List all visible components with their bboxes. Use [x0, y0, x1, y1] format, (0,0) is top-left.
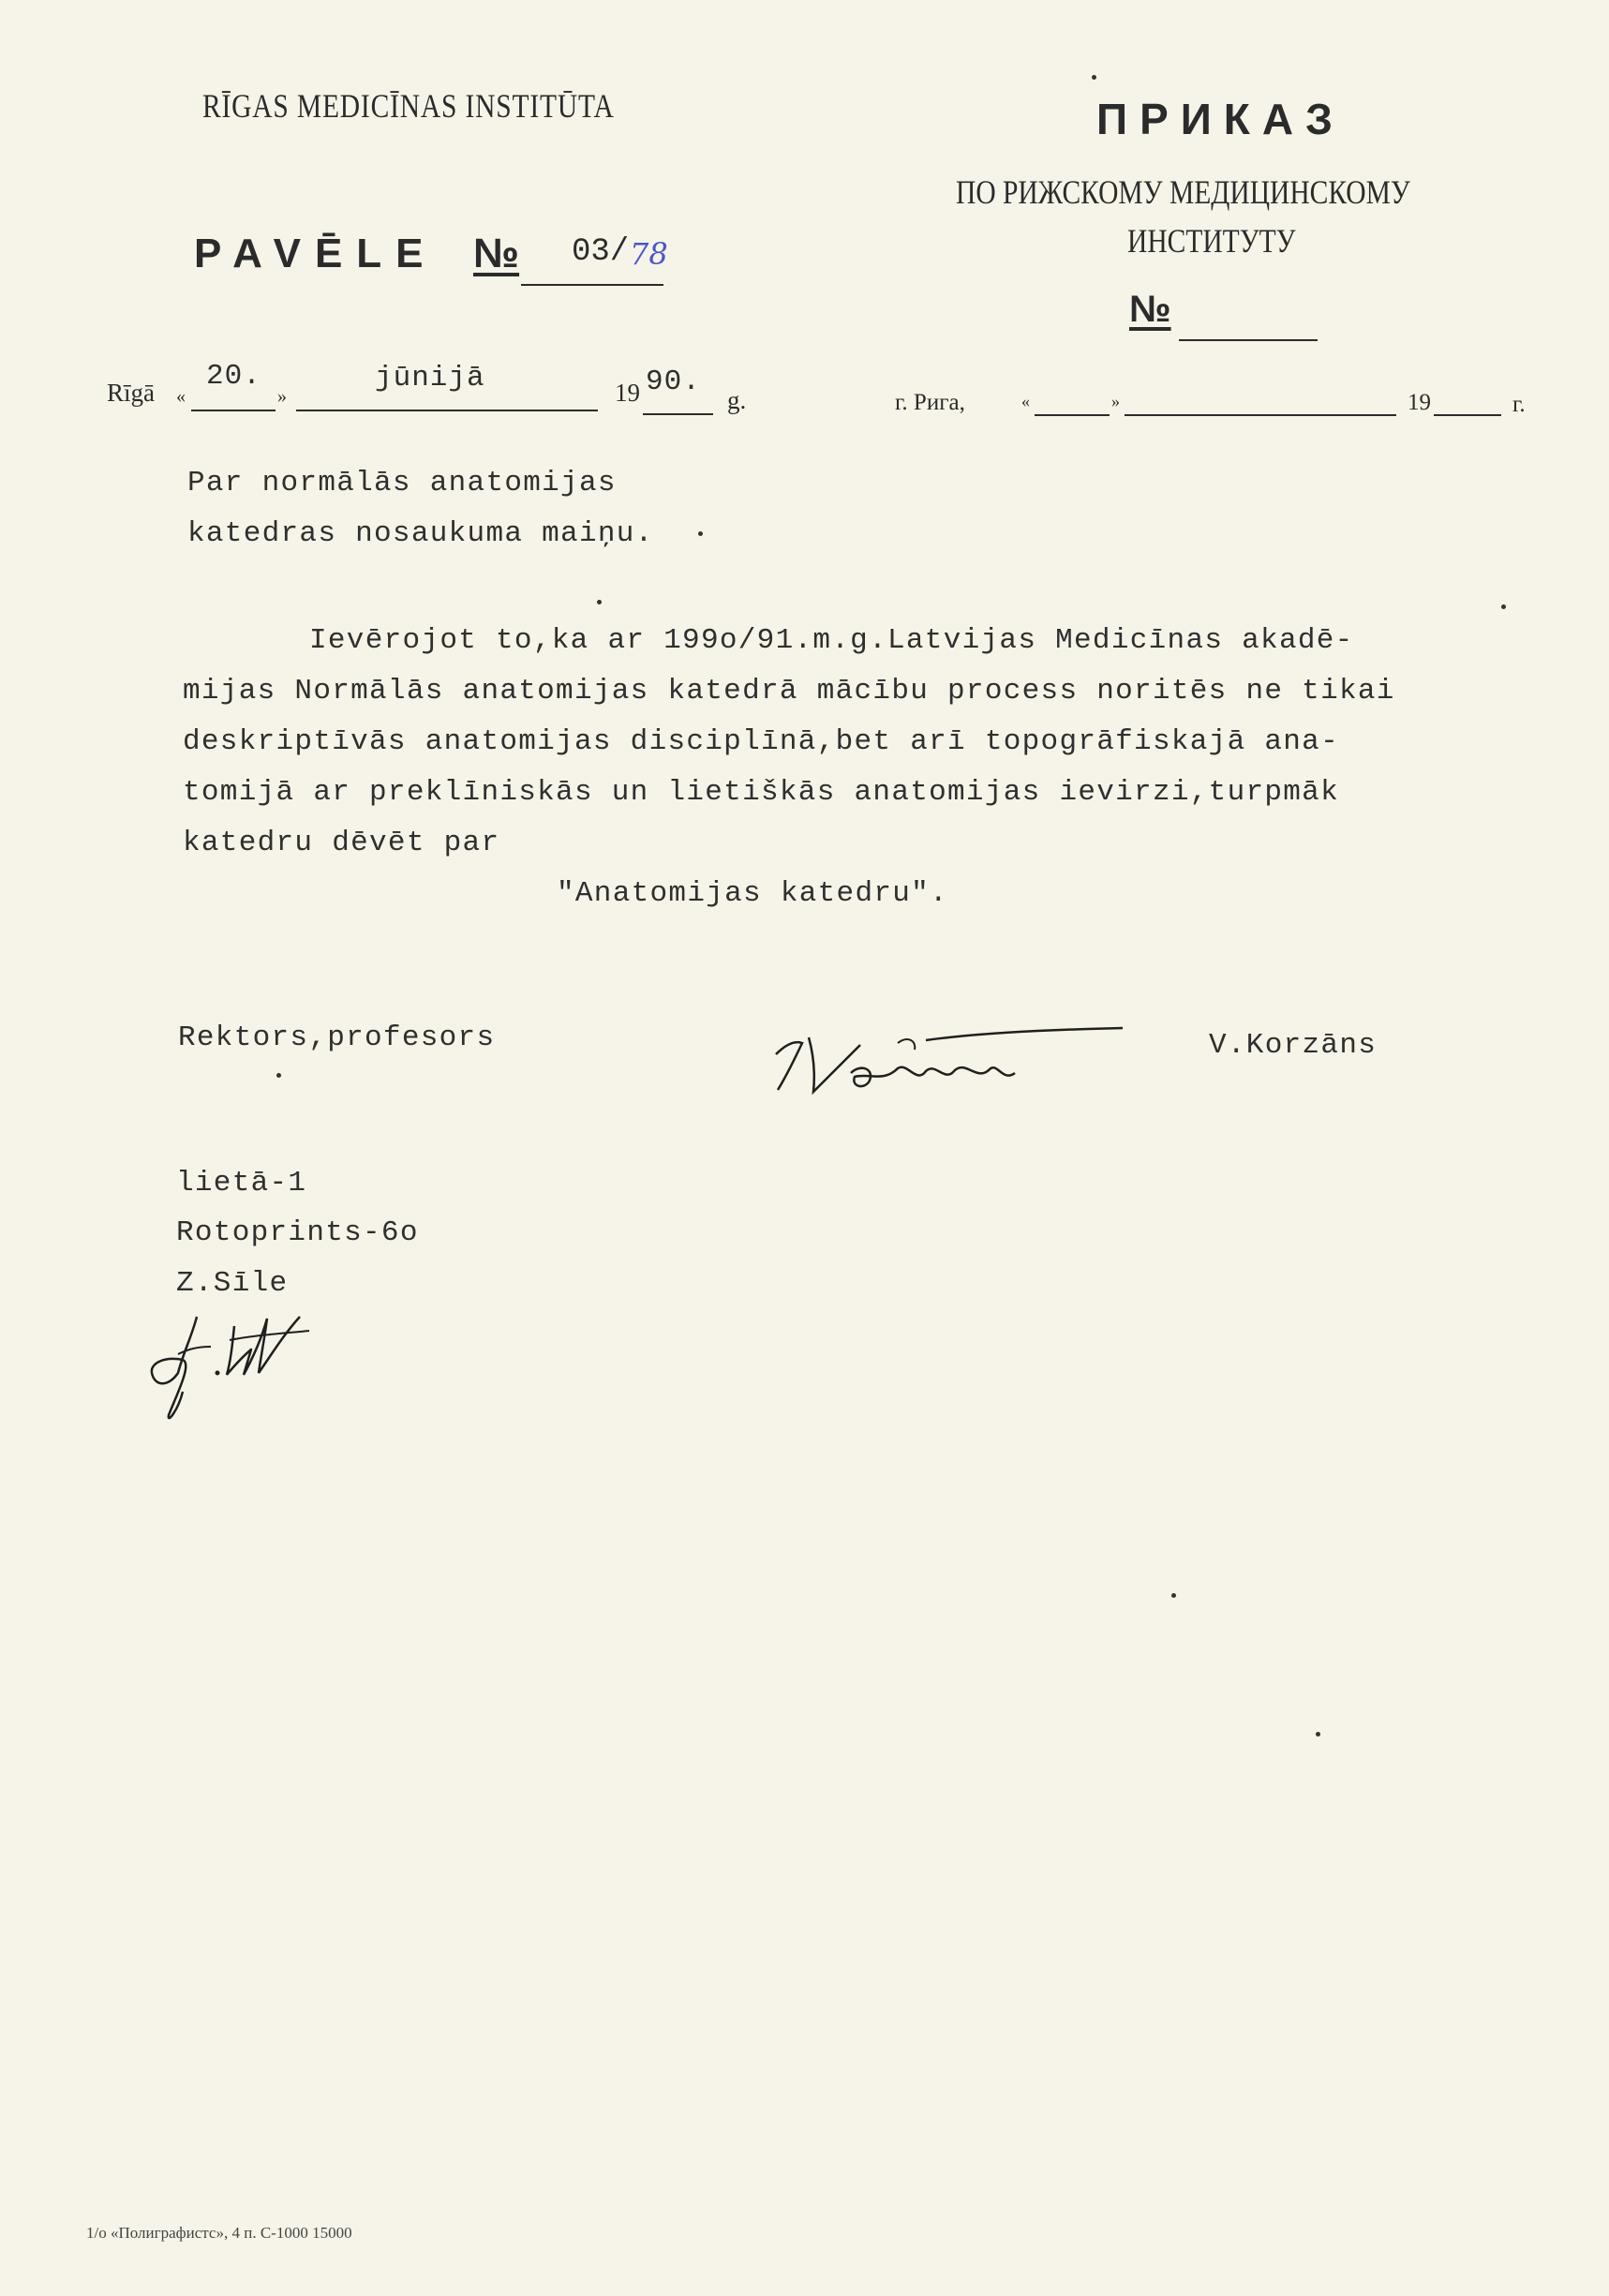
typist-initials-signature: [141, 1298, 328, 1434]
russian-date-year-prefix: 19: [1408, 390, 1431, 415]
signatory-title: Rektors,profesors: [178, 1021, 496, 1054]
distribution-line-2: Rotoprints-6o: [176, 1216, 419, 1249]
order-number-line: [521, 284, 663, 286]
distribution-line-3: Z.Sīle: [176, 1267, 289, 1300]
russian-order-title: ПРИКАЗ: [1096, 95, 1345, 143]
paper-speck: [1171, 1593, 1176, 1598]
paper-speck: [1501, 604, 1506, 609]
russian-date-prefix: г. Рига,: [895, 390, 965, 415]
latvian-number-sign: №: [473, 231, 520, 276]
paper-speck: [1316, 1732, 1320, 1737]
latvian-institute-name: RĪGAS MEDICĪNAS INSTITŪTA: [202, 87, 615, 125]
body-line-1: Ievērojot to,ka ar 199o/91.m.g.Latvijas Medicīnas akadē-: [309, 624, 1354, 657]
body-line-5: katedru dēvēt par: [183, 827, 500, 859]
date-month: jūnijā: [375, 362, 485, 395]
body-line-4: tomijā ar preklīniskās un lietiškās anatomijas ievirzi,turpmāk: [183, 776, 1339, 809]
russian-number-line: [1179, 339, 1318, 341]
russian-date-year-line: [1434, 414, 1501, 416]
order-number-handwritten: 78: [630, 236, 668, 272]
order-number-typed: 03/: [572, 234, 630, 270]
date-g: g.: [727, 386, 747, 414]
date-day-line: [191, 410, 276, 411]
date-place: Rīgā: [107, 379, 155, 407]
date-open-quote: «: [176, 386, 186, 407]
new-department-name: "Anatomijas katedru".: [557, 877, 948, 910]
paper-speck: [1092, 75, 1096, 80]
russian-date-g: г.: [1512, 392, 1526, 417]
date-day: 20.: [206, 360, 261, 393]
subject-line-1: Par normālās anatomijas: [187, 467, 617, 499]
signatory-name: V.Korzāns: [1209, 1029, 1378, 1062]
subject-line-2: katedras nosaukuma maiņu.: [187, 517, 654, 550]
paper-speck: [597, 600, 602, 604]
printer-footer: 1/о «Полиграфистс», 4 п. С-1000 15000: [86, 2224, 352, 2242]
russian-subtitle-line2: ИНСТИТУТУ: [1127, 222, 1296, 260]
body-line-3: deskriptīvās anatomijas disciplīnā,bet arī topogrāfiskajā ana-: [183, 725, 1339, 758]
paper-speck: [698, 531, 703, 536]
russian-number-sign: №: [1129, 289, 1171, 330]
rector-signature: [757, 1017, 1132, 1115]
russian-date-close-quote: »: [1111, 392, 1120, 410]
paper-speck: [276, 1073, 281, 1078]
latvian-order-title: PAVĒLE: [194, 231, 438, 276]
date-year-suffix: 90.: [646, 365, 701, 398]
russian-date-day-line: [1035, 414, 1110, 416]
body-line-2: mijas Normālās anatomijas katedrā mācību process noritēs ne tikai: [183, 675, 1395, 708]
date-close-quote: »: [277, 386, 287, 407]
russian-date-month-line: [1125, 414, 1396, 416]
date-year-prefix: 19: [615, 379, 640, 407]
distribution-line-1: lietā-1: [176, 1167, 307, 1200]
russian-date-open-quote: «: [1021, 392, 1030, 410]
date-year-line: [643, 413, 713, 415]
russian-subtitle-line1: ПО РИЖСКОМУ МЕДИЦИНСКОМУ: [956, 173, 1410, 211]
date-month-line: [296, 410, 598, 411]
